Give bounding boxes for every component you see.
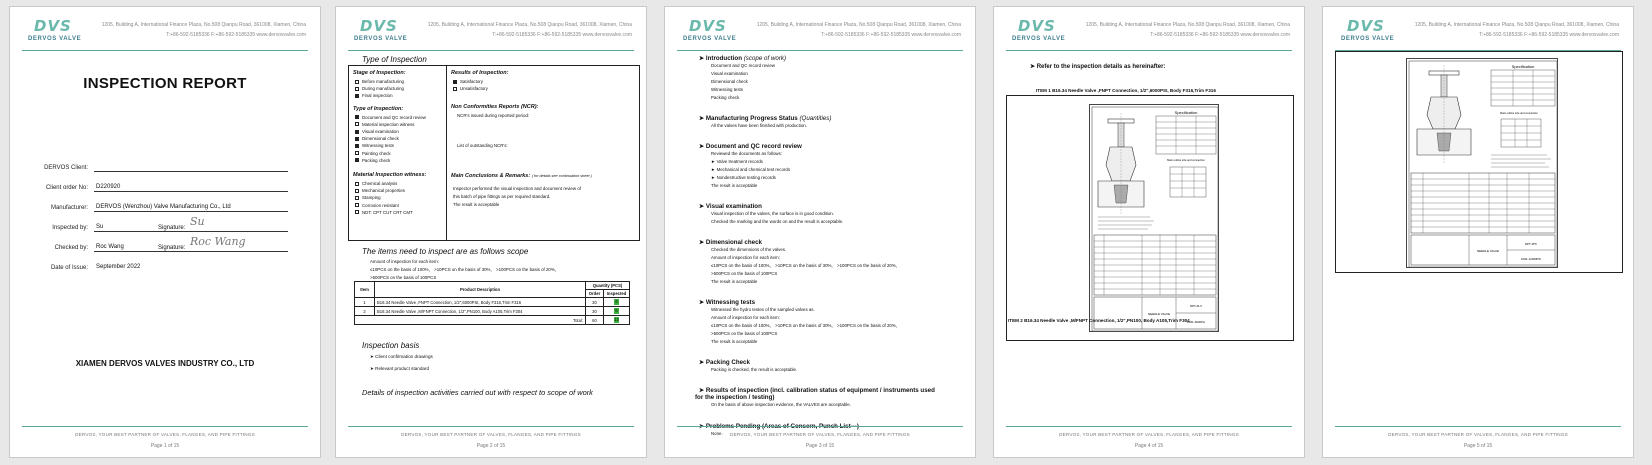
inspected-highlight: 12 xyxy=(614,317,619,322)
field-value: Su xyxy=(94,218,288,232)
unchecked-box-icon xyxy=(355,80,359,84)
page-footer xyxy=(1335,426,1621,449)
ncr-outstanding: List of outstanding NCR's: xyxy=(457,142,508,148)
report-section xyxy=(699,359,959,374)
address-line: 1205, Building A, International Finance Plaza, No.508 Qianpu Road, 361008, Xiamen, China xyxy=(101,22,306,28)
arrow-icon: ➤ xyxy=(699,359,706,366)
unchecked-box-icon xyxy=(355,182,359,186)
section-line: Dimensional check xyxy=(711,79,748,84)
page-3[interactable] xyxy=(664,6,976,458)
valve-drawing-svg xyxy=(1407,59,1559,269)
item2-drawing xyxy=(1406,58,1558,268)
inspection-left-column xyxy=(349,66,447,240)
results-heading: Results of Inspection: xyxy=(451,70,509,76)
table-header-row xyxy=(355,282,630,290)
checkbox-label: Witnessing tests xyxy=(362,143,394,149)
drawing-number: NPT-M-V xyxy=(1189,304,1203,308)
items-table xyxy=(354,281,630,325)
section-heading xyxy=(699,299,959,306)
address-line: 1205, Building A, International Finance Plaza, No.508 Qianpu Road, 361008, Xiamen, China xyxy=(427,22,632,28)
scope-lines xyxy=(370,258,559,282)
header-address xyxy=(1415,20,1619,40)
logo-subtitle: DERVOS VALVE xyxy=(354,36,408,42)
contact-line: T:+86-592-5185336 F:+86-592-5185335 www.dervosvalve.com xyxy=(166,32,306,38)
section-line: ≤10PCS on the basis of 100%， >10PCS on the basis of 30%， >100PCS on the basis of 20%， xyxy=(711,263,901,268)
checkbox-label: Painting check xyxy=(362,150,391,156)
section-heading xyxy=(699,387,959,394)
checked-box-icon xyxy=(453,80,457,84)
section-line: ► Valve treatment records xyxy=(711,159,763,164)
logo-subtitle: DERVOS VALVE xyxy=(1341,36,1395,42)
section-heading xyxy=(699,239,959,246)
section-title: Manufacturing Progress Status xyxy=(705,115,798,122)
list-item xyxy=(370,366,433,372)
ncr-heading: Non Conformities Reports (NCR): xyxy=(451,104,539,111)
section-title: Document and QC record review xyxy=(705,143,802,150)
col-item: Item xyxy=(355,282,375,298)
report-section xyxy=(699,115,959,130)
table-row xyxy=(355,307,630,316)
logo-mark: DVS xyxy=(1347,17,1385,35)
main-conclusions-note: ( for details see continuation sheet ) xyxy=(531,173,592,178)
section-line: Packing check xyxy=(711,95,740,100)
inspected-highlight: 6 xyxy=(615,308,618,313)
spec-title: Specification xyxy=(1174,110,1198,115)
checked-box-icon xyxy=(355,158,359,162)
report-section xyxy=(695,387,959,409)
logo-mark: DVS xyxy=(34,17,72,35)
section-title: Introduction xyxy=(705,55,742,62)
field-client xyxy=(38,157,288,177)
checkbox-label: NDT: CPT CUT CRT CMT xyxy=(362,209,413,215)
checkbox-label: Final inspection xyxy=(362,93,393,99)
report-section xyxy=(699,299,959,346)
signature-image: Su xyxy=(190,215,205,228)
checkbox-label: Before manufacturing xyxy=(362,79,404,84)
cell-order: 30 xyxy=(586,298,604,307)
cell-total-order: 60 xyxy=(586,316,604,325)
outline-label: Main outline size and connection xyxy=(1167,159,1205,162)
section-line: ≤10PCS on the basis of 100%， >10PCS on the basis of 30%， >100PCS on the basis of 20%， xyxy=(711,323,901,328)
section-title: Visual examination xyxy=(705,203,762,210)
field-inspected-by xyxy=(38,217,288,237)
field-label: Date of Issue: xyxy=(50,265,88,271)
section-line: Checked the dimensions of the valves. xyxy=(711,247,787,252)
report-section xyxy=(699,239,959,286)
header-address xyxy=(428,20,632,40)
scope-line: ≤10PCS on the basis of 100%， >10PCS on the basis of 30%， >100PCS on the basis of 20%， xyxy=(370,267,560,272)
page-header xyxy=(22,17,308,51)
header-address xyxy=(102,20,306,40)
checkbox-item xyxy=(355,128,446,135)
field-label: Client order No: xyxy=(45,185,88,191)
company-name: XIAMEN DERVOS VALVES INDUSTRY CO., LTD xyxy=(75,359,255,368)
section-line: Document and QC record review xyxy=(711,63,775,68)
footer-slogan: DERVOS, YOUR BEST PARTNER OF VALVES, FLANGES, AND PIPE FITTINGS xyxy=(1059,432,1239,437)
contact-line: T:+86-592-5185336 F:+86-592-5185335 www.dervosvalve.com xyxy=(1479,32,1619,38)
contact-line: T:+86-592-5185336 F:+86-592-5185335 www.dervosvalve.com xyxy=(1150,32,1290,38)
arrow-icon: ➤ xyxy=(699,387,706,394)
checkbox-item xyxy=(355,121,446,128)
drawing-rating: 1000~10000PSI xyxy=(1520,257,1542,261)
scope-line: Amount of inspection for each item: xyxy=(370,259,439,264)
col-order: Order xyxy=(586,290,604,298)
drawing-number: NPT M*F xyxy=(1524,242,1538,246)
section-line: ► Nondestructive testing records xyxy=(711,175,776,180)
page-header xyxy=(348,17,634,51)
section-heading xyxy=(699,55,959,62)
logo-mark: DVS xyxy=(689,17,727,35)
drawing-name: NEEDLE VALVE xyxy=(1147,312,1171,316)
footer-slogan: DERVOS, YOUR BEST PARTNER OF VALVES, FLANGES, AND PIPE FITTINGS xyxy=(401,432,581,437)
section-title: Problems Pending (Areas of Concern, Punch List---) xyxy=(705,423,859,430)
type-of-inspection-heading: Type of Inspection xyxy=(362,55,427,64)
arrow-icon: ➤ xyxy=(370,354,376,359)
checked-box-icon xyxy=(355,130,359,134)
page-2[interactable] xyxy=(335,6,647,458)
page-footer xyxy=(1006,426,1292,449)
page-header xyxy=(1335,17,1621,51)
page-number: Page 2 of 15 xyxy=(476,443,506,449)
material-heading: Material Inspection witness: xyxy=(353,172,427,179)
section-line: Amount of inspection for each item: xyxy=(711,255,780,260)
checkbox-label: Material inspection witness xyxy=(362,121,415,127)
field-value: September 2022 xyxy=(96,264,141,270)
checkbox-label: Satisfactory xyxy=(460,79,483,84)
section-heading xyxy=(699,203,959,210)
report-section xyxy=(699,143,959,190)
footer-slogan: DERVOS, YOUR BEST PARTNER OF VALVES, FLANGES, AND PIPE FITTINGS xyxy=(730,432,910,437)
section-line: ► Mechanical and chemical test records xyxy=(711,167,791,172)
unchecked-box-icon xyxy=(453,87,457,91)
basis-heading: Inspection basis xyxy=(362,341,420,350)
unchecked-box-icon xyxy=(355,196,359,200)
section-title: Witnessing tests xyxy=(705,299,756,306)
page-number: Page 4 of 15 xyxy=(1134,443,1164,449)
refer-intro xyxy=(1030,63,1165,70)
section-line: >500PCS on the basis of 100PCS xyxy=(711,331,778,336)
header-address xyxy=(1086,20,1290,40)
ncr-issued: NCR's issued during reported period: xyxy=(457,113,530,119)
item1-label: ITEM 1 B16.34 Needle Valve ,FNPT Connection, 1/2",6000PSI, Body F316,Trim F316 xyxy=(1036,88,1216,93)
logo-subtitle: DERVOS VALVE xyxy=(28,36,82,42)
inspection-right-column xyxy=(447,66,639,240)
checked-box-icon xyxy=(355,94,359,98)
signature-label: Signature: xyxy=(158,225,186,231)
cell-inspected xyxy=(604,307,630,316)
arrow-icon: ➤ xyxy=(699,143,706,150)
table-total-row xyxy=(355,316,630,325)
section-title: Dimensional check xyxy=(705,239,762,246)
unchecked-box-icon xyxy=(355,189,359,193)
basis-list xyxy=(370,354,433,372)
report-title: INSPECTION REPORT xyxy=(83,75,247,92)
main-conclusions-title: Main Conclusions & Remarks: xyxy=(451,172,531,179)
type-subheading: Type of Inspection: xyxy=(353,105,404,112)
stage-heading: Stage of Inspection: xyxy=(353,70,406,76)
address-line: 1205, Building A, International Finance Plaza, No.508 Qianpu Road, 361008, Xiamen, China xyxy=(756,22,961,28)
main-conclusions-heading xyxy=(451,173,639,179)
item2-label: ITEM 2 B16.34 Needle Valve ,M/FNPT Connection, 1/2",PN100, Body A105,Trim F304 xyxy=(1008,318,1190,323)
section-line: Visual inspection of the valves, the surface is in good condition. xyxy=(711,211,834,216)
section-line: Visual examination xyxy=(711,71,748,76)
cell-order: 30 xyxy=(586,307,604,316)
section-title-note: (scope of work) xyxy=(743,55,787,62)
signature-label: Signature: xyxy=(158,245,186,251)
unchecked-box-icon xyxy=(355,122,359,126)
checkbox-item xyxy=(453,85,639,92)
checkbox-label: Dimensional check xyxy=(362,136,399,142)
dvs-logo xyxy=(683,17,753,49)
checkbox-item xyxy=(355,114,446,121)
report-section xyxy=(699,55,959,102)
section-line: Witnessing tests xyxy=(711,87,743,92)
checked-box-icon xyxy=(355,144,359,148)
inspected-highlight: 6 xyxy=(615,299,618,304)
list-item xyxy=(370,354,433,360)
cell-item: 2 xyxy=(355,307,375,316)
arrow-icon: ➤ xyxy=(699,299,706,306)
section-line: The result is acceptable xyxy=(711,339,758,344)
field-label: Checked by: xyxy=(54,245,88,251)
checkbox-item xyxy=(355,92,446,99)
field-label: Inspected by: xyxy=(52,225,88,231)
checkbox-label: Stamping xyxy=(362,195,381,201)
checkbox-item xyxy=(355,142,446,149)
section-heading xyxy=(699,115,959,122)
checkbox-item xyxy=(355,157,446,164)
logo-subtitle: DERVOS VALVE xyxy=(683,36,737,42)
section-line: The result is acceptable xyxy=(711,183,758,188)
unchecked-box-icon xyxy=(355,210,359,214)
checkbox-item xyxy=(453,78,639,85)
col-quantity: Quantity (PCS) xyxy=(586,282,630,290)
unchecked-box-icon xyxy=(355,87,359,91)
item2-drawing-frame xyxy=(1335,51,1623,273)
dvs-logo xyxy=(28,17,98,49)
arrow-icon: ➤ xyxy=(699,423,706,430)
arrow-icon: ➤ xyxy=(699,203,706,210)
signature-image: Roc Wang xyxy=(190,235,246,248)
drawing-rating: 1000~6000Psi xyxy=(1187,320,1205,324)
field-label: DERVOS Client: xyxy=(44,165,88,171)
unchecked-box-icon xyxy=(355,151,359,155)
page-number: Page 3 of 15 xyxy=(805,443,835,449)
cell-total-inspected xyxy=(604,316,630,325)
checkbox-item xyxy=(355,187,446,194)
checkbox-label: Document and QC record review xyxy=(362,114,426,120)
checkbox-label: Chemical analysis xyxy=(362,181,398,187)
page-number: Page 1 of 15 xyxy=(150,443,180,449)
item1-drawing xyxy=(1089,104,1219,332)
cell-description: B16.34 Needle Valve ,FNPT Connection, 1/2",6000PSI, Body F316,Trim F316 xyxy=(375,298,586,307)
checkbox-label: Visual examination xyxy=(362,129,399,135)
scope-heading: The items need to inspect are as follows scope xyxy=(362,247,529,256)
dvs-logo xyxy=(354,17,424,49)
section-line: Amount of inspection for each item: xyxy=(711,315,780,320)
section-heading xyxy=(699,143,959,150)
basis-text: Relevant product standard xyxy=(375,366,430,371)
conclusion-line: Inspector performed the visual inspection and document review of xyxy=(453,185,581,191)
refer-intro-text: Refer to the inspection details as hereinafter: xyxy=(1036,64,1166,70)
scope-line: >500PCS on the basis of 100PCS xyxy=(370,275,437,280)
contact-line: T:+86-592-5185336 F:+86-592-5185335 www.dervosvalve.com xyxy=(492,32,632,38)
checked-box-icon xyxy=(355,137,359,141)
conclusion-line: this batch of pipe fittings as per required standard. xyxy=(453,193,551,199)
drawing-name: NEEDLE VALVE xyxy=(1476,249,1500,253)
checkbox-item xyxy=(355,209,446,216)
arrow-icon: ➤ xyxy=(699,115,706,122)
section-line: None. xyxy=(711,431,723,436)
footer-slogan: DERVOS, YOUR BEST PARTNER OF VALVES, FLANGES, AND PIPE FITTINGS xyxy=(75,432,255,437)
arrow-icon: ➤ xyxy=(370,366,376,371)
field-date xyxy=(38,257,288,277)
section-title: Results of inspection (incl. calibration status of equipment / instruments used xyxy=(705,387,935,394)
section-line: Reviewed the documents as follows: xyxy=(711,151,783,156)
checkbox-item xyxy=(355,202,446,209)
field-value xyxy=(94,158,288,172)
cell-total-label: Total: xyxy=(355,316,586,325)
checkbox-label: Unsatisfactory xyxy=(460,86,488,92)
section-line: >500PCS on the basis of 100PCS xyxy=(711,271,778,276)
checkbox-item xyxy=(355,135,446,142)
arrow-icon: ➤ xyxy=(699,239,706,246)
logo-mark: DVS xyxy=(1018,17,1056,35)
checkbox-item xyxy=(355,194,446,201)
checkbox-item xyxy=(355,180,446,187)
checkbox-item xyxy=(355,78,446,85)
item1-drawing-frame xyxy=(1006,95,1294,341)
page-1[interactable] xyxy=(9,6,321,458)
unchecked-box-icon xyxy=(355,203,359,207)
checkbox-label: Corrosion resistant xyxy=(362,202,399,208)
field-checked-by xyxy=(38,237,288,257)
checkbox-label: During manufacturing xyxy=(362,86,404,92)
page-header xyxy=(677,17,963,51)
cell-item: 1 xyxy=(355,298,375,307)
section-title-note: (Quantities) xyxy=(799,115,832,122)
dvs-logo xyxy=(1012,17,1082,49)
cell-inspected xyxy=(604,298,630,307)
page-4[interactable] xyxy=(993,6,1305,458)
cell-description: B16.34 Needle Valve ,M/FNPT Connection, 1/2",PN100, Body A105,Trim F304 xyxy=(375,307,586,316)
page-footer xyxy=(22,426,308,449)
details-heading: Details of inspection activities carried out with respect to scope of work xyxy=(362,388,593,397)
page-number: Page 5 of 15 xyxy=(1463,443,1493,449)
arrow-icon: ➤ xyxy=(1030,64,1037,70)
logo-mark: DVS xyxy=(360,17,398,35)
checked-box-icon xyxy=(355,115,359,119)
checkbox-item xyxy=(355,85,446,92)
address-line: 1205, Building A, International Finance Plaza, No.508 Qianpu Road, 361008, Xiamen, China xyxy=(1414,22,1619,28)
section-line: Checked the marking and the words on and the result is acceptable. xyxy=(711,219,844,224)
main-conclusions-text xyxy=(453,185,639,209)
col-inspected: Inspected xyxy=(604,290,630,298)
checkbox-label: Packing check xyxy=(362,157,391,163)
header-address xyxy=(757,20,961,40)
page-footer xyxy=(677,426,963,449)
report-fields xyxy=(38,157,288,277)
contact-line: T:+86-592-5185336 F:+86-592-5185335 www.dervosvalve.com xyxy=(821,32,961,38)
section-line: Witnessed the hydro testes of the sampled valves as. xyxy=(711,307,815,312)
outline-label: Main outline size and connection xyxy=(1500,112,1538,115)
section-title-cont: for the inspection / testing) xyxy=(695,394,775,401)
section-line: The result is acceptable xyxy=(711,279,758,284)
spec-title: Specification xyxy=(1511,64,1535,69)
field-value: Roc Wang xyxy=(94,238,288,252)
section-line: Packing is checked, the result is acceptable. xyxy=(711,367,798,372)
field-value: DERVOS (Wenzhou) Valve Manufacturing Co., Ltd xyxy=(94,198,288,212)
dvs-logo xyxy=(1341,17,1411,49)
report-section xyxy=(699,203,959,226)
page-5[interactable] xyxy=(1322,6,1634,458)
basis-text: Client confirmation drawings xyxy=(375,354,433,359)
field-manufacturer xyxy=(38,197,288,217)
footer-slogan: DERVOS, YOUR BEST PARTNER OF VALVES, FLANGES, AND PIPE FITTINGS xyxy=(1388,432,1568,437)
field-value: D220920 xyxy=(94,178,288,192)
checkbox-label: Mechanical properties xyxy=(362,188,405,194)
address-line: 1205, Building A, International Finance Plaza, No.508 Qianpu Road, 361008, Xiamen, China xyxy=(1085,22,1290,28)
page-header xyxy=(1006,17,1292,51)
checkbox-item xyxy=(355,150,446,157)
logo-subtitle: DERVOS VALVE xyxy=(1012,36,1066,42)
conclusion-line: The result is acceptable xyxy=(453,201,500,207)
field-order-no xyxy=(38,177,288,197)
valve-drawing-svg xyxy=(1090,105,1220,333)
section-heading xyxy=(699,359,959,366)
page-footer xyxy=(348,426,634,449)
section-line: On the basis of above inspection evidence, the VALVES are acceptable. xyxy=(711,402,851,407)
inspection-type-table xyxy=(348,65,640,241)
arrow-icon: ➤ xyxy=(699,55,706,62)
field-label: Manufacturer: xyxy=(50,205,88,211)
section-line: All the valves have been finished with production. xyxy=(711,123,807,128)
col-description: Product Description xyxy=(375,282,586,298)
table-row xyxy=(355,298,630,307)
section-title: Packing Check xyxy=(705,359,750,366)
